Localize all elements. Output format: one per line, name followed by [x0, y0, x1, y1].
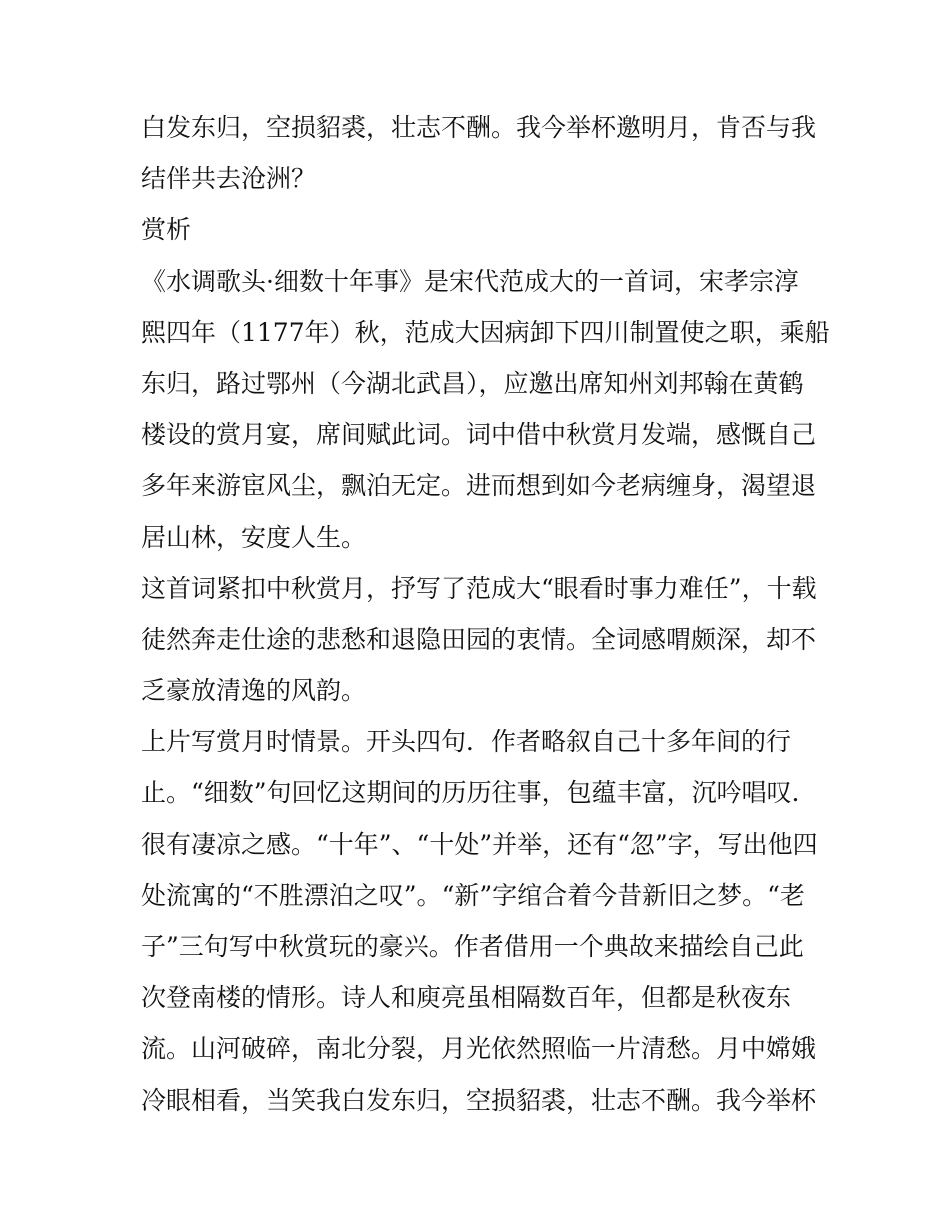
text-line: 《水调歌头·细数十年事》是宋代范成大的一首词，宋孝宗淳	[141, 266, 799, 296]
document-body	[141, 102, 830, 1126]
text-line: 流。山河破碎，南北分裂，月光依然照临一片清愁。月中嫦娥	[141, 1034, 817, 1064]
text-line: 熙四年（1177年）秋，范成大因病卸下四川制置使之职，乘船	[141, 317, 830, 347]
text-line: 结伴共去沧洲？	[141, 164, 317, 194]
section-heading: 赏析	[141, 215, 192, 245]
text-line: 东归，路过鄂州（今湖北武昌），应邀出席知州刘邦翰在黄鹤	[141, 368, 804, 398]
text-line: 次登南楼的情形。诗人和庾亮虽相隔数百年，但都是秋夜东	[141, 983, 792, 1013]
text-line: 止。“细数”句回忆这期间的历历往事，包蕴丰富，沉吟唱叹．	[141, 778, 817, 808]
text-line: 处流寓的“不胜漂泊之叹”。“新”字绾合着今昔新旧之梦。“老	[141, 880, 805, 910]
text-line: 白发东归，空损貂裘，壮志不酬。我今举杯邀明月，肯否与我	[141, 113, 817, 142]
text-line: 多年来游宦风尘，飘泊无定。进而想到如今老病缠身，渴望退	[141, 471, 817, 501]
text-line: 徒然奔走仕途的悲愁和退隐田园的衷情。全词感喟颇深，却不	[141, 624, 817, 654]
text-line: 冷眼相看，当笑我白发东归，空损貂裘，壮志不酬。我今举杯	[141, 1085, 817, 1115]
text-line: 子”三句写中秋赏玩的豪兴。作者借用一个典故来描绘自己此	[141, 932, 804, 961]
text-line: 居山林，安度人生。	[141, 522, 367, 552]
text-line: 乏豪放清逸的风韵。	[141, 676, 367, 706]
text-line: 上片写赏月时情景。开头四句．作者略叙自己十多年间的行	[141, 727, 792, 757]
text-line: 很有凄凉之感。“十年”、“十处”并举，还有“忽”字，写出他四	[141, 829, 818, 859]
text-line: 楼设的赏月宴，席间赋此词。词中借中秋赏月发端，感慨自己	[141, 420, 817, 450]
text-line: 这首词紧扣中秋赏月，抒写了范成大“眼看时事力难任”，十载	[141, 573, 817, 603]
